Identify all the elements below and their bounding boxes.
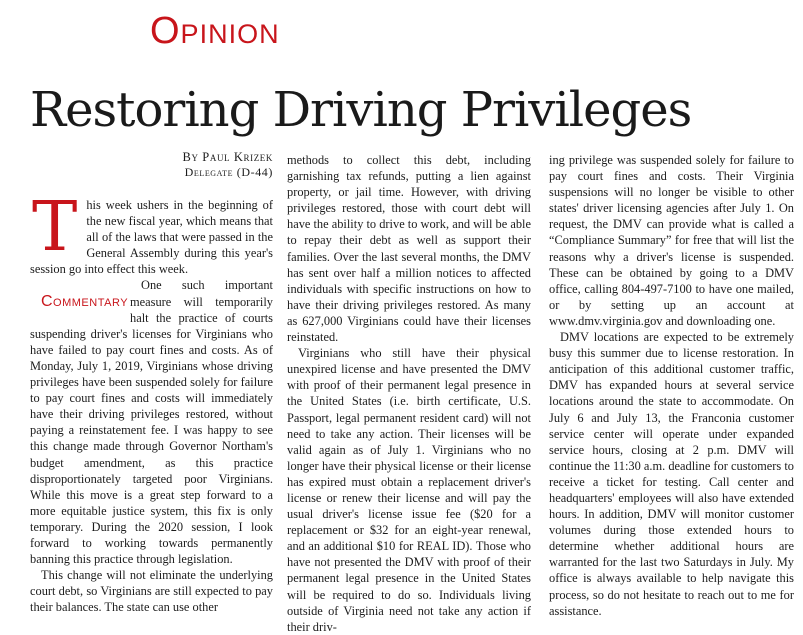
- article-column-3: [549, 152, 794, 619]
- section-label-commentary: Commentary: [41, 293, 129, 311]
- sidebar-spacer: [30, 277, 124, 285]
- paragraph: methods to collect this debt, including garnishing tax refunds, putting a lien against property, or jail time. However, with driving privileges restored, those with court debt will have the ability to drive to work, and will be able to repay their debt as well as support their families. Over the last several months, the DMV has sent over half a million notices to affected individuals with specific instructions on how to have their driving privileges restored. As many as 627,000 Virginians could have their licenses reinstated.: [287, 153, 531, 345]
- article-column-1: [30, 150, 273, 615]
- paragraph: DMV locations are expected to be extremely busy this summer due to license restoration. In anticipation of this additional customer traffic, DMV has expanded hours at several service locations around the state to accommodate. On July 6 and July 13, the Franconia customer service center will operate under expanded service hours, closing at 2 p.m. DMV will continue the 11:30 a.m. deadline for customers to receive a ticket for testing. Call center and headquarters' employees will also have extended hours. In addition, DMV will monitor customer volumes during those extended hours to determine whether additional hours are warranted for the last two Saturdays in July. My office is always available to help navigate this process, so do not hesitate to reach out to me for assistance.: [549, 330, 794, 618]
- paragraph: Virginians who still have their physical unexpired license and have presented the DMV with proof of their permanent legal presence in the United States (i.e. birth certificate, U.S. Passport, legal permanent resident card) will not need to take any action. Their licenses will be valid again as of July 1. Virginians who no longer have their physical license or their license has expired must obtain a replacement driver's license or renew their license and will pay the usual driver's license issue fee ($20 for a replacement or $32 for an eight-year renewal, and an additional $10 for REAL ID). Those who have not presented the DMV with proof of their permanent legal presence in the United States will be required to do so. Individuals living outside of Virginia need not take any action if their driv-: [287, 346, 531, 634]
- byline-author: By Paul Krizek: [182, 150, 273, 164]
- byline-title: Delegate (D-44): [184, 165, 273, 179]
- paragraph: This change will not eliminate the underlying court debt, so Virginians are still expected to pay their balances. The state can use other: [30, 568, 273, 615]
- drop-cap: T: [32, 188, 78, 267]
- paragraph-intro: his week ushers in the beginning of the new fiscal year, which means that all of the laws that were passed in the General Assembly during this year's session go into effect this week.: [30, 198, 273, 277]
- paragraph: [30, 277, 273, 567]
- article-column-2: [287, 152, 531, 635]
- paragraph: ing privilege was suspended solely for failure to pay court fines and costs. Their Virginia suspensions will no longer be visible to other states' driver licensing agencies after July 1. On request, the DMV can provide what is called a “Compliance Summary” for free that will list the reasons why a driver's license is suspended. These can be obtained by going to a DMV office, calling 804-497-7100 to have one mailed, or by setting up an account at www.dmv.virginia.gov and downloading one.: [549, 153, 794, 328]
- paragraph-text: One such important measure will temporarily halt the practice of courts suspending driver's licenses for Virginians who have failed to pay court fines and costs. As of Monday, July 1, 2019, Virginians whose driving privileges have been suspended solely for failure to pay court fines and costs will immediately have their driving privileges restored, without paying a reinstatement fee. I was happy to see this change made through Governor Northam's budget amendment, as this practice disproportionately targeted poor Virginians. While this move is a great step forward to a more equitable justice system, this fix is only temporary. During the 2020 session, I look forward to working towards permanently banning this practice through legislation.: [30, 278, 273, 567]
- section-kicker: Opinion: [150, 10, 280, 52]
- article-headline: Restoring Driving Privileges: [30, 82, 692, 138]
